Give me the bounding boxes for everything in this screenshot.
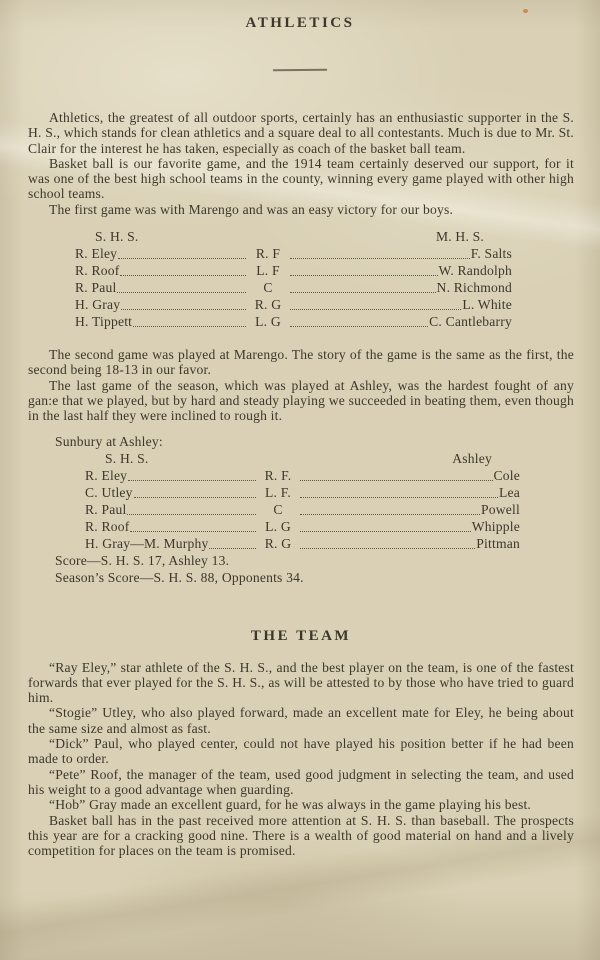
position-label: L. F.: [265, 484, 291, 500]
team-paragraph-utley: “Stogie” Utley, who also played forward, made an excellent mate for Eley, he being about the same size and almost as fast.: [28, 705, 574, 736]
dotted-leader: [300, 531, 471, 532]
dotted-leader: [134, 497, 256, 498]
intro-section: [28, 110, 574, 217]
season-score-line: Season’s Score—S. H. S. 88, Opponents 34.: [55, 569, 304, 585]
lineup-header-row: [85, 450, 520, 467]
dotted-leader: [133, 326, 246, 327]
team-paragraph-roof: “Pete” Roof, the manager of the team, used good judgment in selecting the team, and used his weight to a good advantage when guarding.: [28, 766, 574, 797]
table-row: [75, 279, 512, 296]
marengo-game-lineup-table: [75, 228, 512, 330]
away-player: N. Richmond: [436, 280, 512, 296]
away-player: C. Cantlebarry: [429, 314, 512, 330]
home-player: R. Roof: [75, 263, 120, 279]
game-score-line: Score—S. H. S. 17, Ashley 13.: [55, 552, 230, 568]
home-player: R. Paul: [85, 501, 127, 517]
away-team-header: Ashley: [452, 450, 492, 466]
away-player: Cole: [493, 467, 520, 483]
table-row: [85, 518, 520, 535]
home-team-header: S. H. S.: [95, 229, 139, 245]
team-paragraph-outlook: Basket ball has in the past received more attention at S. H. S. than baseball. The prospects this year are for a cracking good nine. There is a wealth of good material on hand and a lively competition for places on the team is promised.: [28, 812, 574, 859]
ashley-game-lineup-table: [85, 450, 520, 552]
dotted-leader: [300, 548, 475, 549]
team-section: [28, 660, 574, 859]
home-player: H. Tippett: [75, 314, 133, 330]
position-label: L. G: [265, 518, 291, 534]
home-team-header: S. H. S.: [105, 450, 149, 466]
away-player: Whipple: [471, 518, 520, 534]
intro-paragraph-1: Athletics, the greatest of all outdoor sports, certainly has an enthusiastic supporter in the S. H. S., which stands for clean athletics and a square deal to all contestants. Much is due to Mr. St. Clair for the interest he has taken, especially as coach of the basket ball team.: [28, 110, 574, 156]
dotted-leader: [290, 326, 428, 327]
dotted-leader: [290, 275, 438, 276]
position-label: R. G: [264, 535, 292, 551]
home-player: C. Utley: [85, 484, 133, 500]
page-content: [0, 110, 600, 858]
middle-paragraph-1: The second game was played at Marengo. The story of the game is the same as the first, the second being 18-13 in our favor.: [28, 347, 574, 378]
dotted-leader: [121, 309, 246, 310]
away-player: Lea: [499, 484, 520, 500]
team-paragraph-eley: “Ray Eley,” star athlete of the S. H. S., and the best player on the team, is one of the fastest forwards that ever played for the S. H. S., as will be attested to by those who have tried to guard him.: [28, 659, 574, 706]
position-label: R. F: [255, 246, 281, 262]
away-player: W. Randolph: [438, 263, 512, 279]
paper-speck: [523, 9, 528, 13]
home-player: R. Paul: [75, 280, 117, 296]
table-row: [75, 245, 512, 262]
dotted-leader: [290, 309, 461, 310]
dotted-leader: [128, 480, 256, 481]
team-paragraph-gray: “Hob” Gray made an excellent guard, for he was always in the game playing his best.: [49, 797, 532, 813]
lineup-header-row: [75, 228, 512, 245]
table-row: [75, 313, 512, 330]
home-player: H. Gray: [75, 297, 121, 313]
ashley-game-caption: Sunbury at Ashley:: [55, 433, 163, 449]
dotted-leader: [127, 514, 256, 515]
dotted-leader: [300, 497, 498, 498]
home-player: R. Eley: [75, 246, 118, 262]
middle-section: [28, 347, 574, 423]
team-paragraph-paul: “Dick” Paul, who played center, could not have played his position better if he had been made to order.: [28, 736, 574, 767]
table-row: [75, 296, 512, 313]
away-player: L. White: [462, 297, 512, 313]
table-row: [85, 484, 520, 501]
dotted-leader: [120, 275, 246, 276]
table-row: [85, 501, 520, 518]
dotted-leader: [300, 480, 493, 481]
dotted-leader: [118, 258, 246, 259]
home-player: H. Gray—M. Murphy: [85, 535, 209, 551]
home-player: R. Eley: [85, 467, 128, 483]
position-label: L. F: [256, 263, 280, 279]
away-player: Pittman: [476, 535, 520, 551]
position-label: L. G: [255, 314, 281, 330]
dotted-leader: [290, 292, 436, 293]
dotted-leader: [130, 531, 256, 532]
table-row: [85, 535, 520, 552]
dotted-leader: [117, 292, 246, 293]
page-title: ATHLETICS: [245, 15, 355, 31]
dotted-leader: [209, 548, 256, 549]
dotted-leader: [290, 258, 470, 259]
away-player: Powell: [481, 501, 520, 517]
intro-paragraph-3: The first game was with Marengo and was an easy victory for our boys.: [49, 201, 454, 217]
away-team-header: M. H. S.: [435, 229, 484, 245]
table-row: [85, 467, 520, 484]
away-player: F. Salts: [470, 246, 512, 262]
home-player: R. Roof: [85, 518, 130, 534]
middle-paragraph-2: The last game of the season, which was played at Ashley, was the hardest fought of any gan:e that we played, but by hard and steady playing we succeeded in beating them, even though in the last half they were inclined to rough it.: [28, 377, 574, 424]
position-label: C: [273, 501, 283, 517]
intro-paragraph-2: Basket ball is our favorite game, and the 1914 team certainly deserved our support, for it was one of the best high school teams in the county, winning every game played with other high school teams.: [28, 155, 574, 202]
title-divider-rule: [273, 69, 327, 72]
table-row: [75, 262, 512, 279]
position-label: R. F.: [264, 467, 292, 483]
position-label: R. G: [254, 297, 282, 313]
team-section-heading: THE TEAM: [250, 627, 352, 644]
dotted-leader: [300, 514, 480, 515]
position-label: C: [263, 280, 273, 296]
